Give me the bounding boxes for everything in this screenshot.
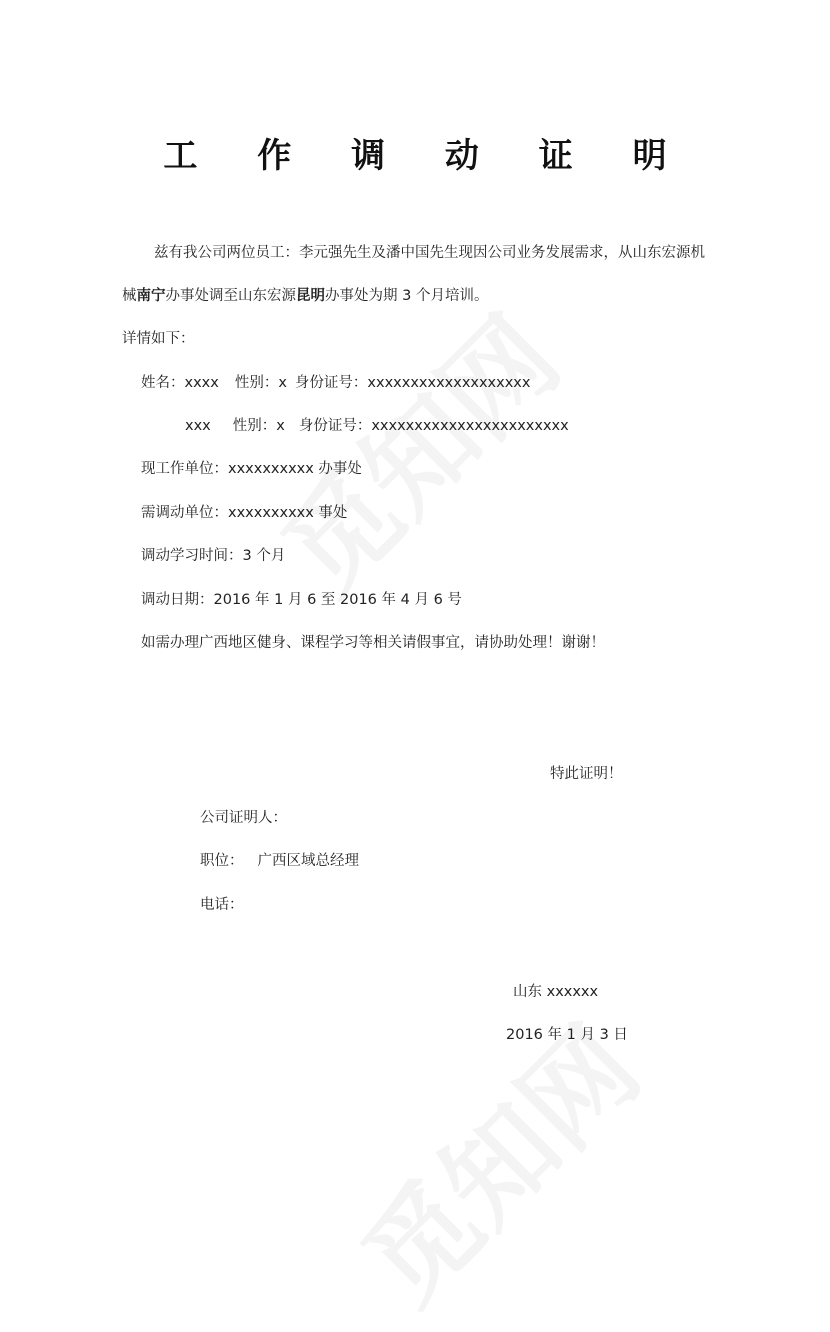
document-title: 工 作 调 动 证 明 [163,136,691,176]
person-2-gender: 性别：x [232,418,285,434]
person-2-id: 身份证号：xxxxxxxxxxxxxxxxxxxxxxx [298,418,569,434]
person-1-id: 身份证号：xxxxxxxxxxxxxxxxxxx [294,375,531,391]
company-name: 山东 xxxxxx [513,984,599,1000]
intro-line-2 [122,286,488,306]
person-1-row [141,373,530,393]
person-2-name: xxx [185,418,211,434]
issue-date: 2016 年 1 月 3 日 [506,1027,628,1043]
study-time: 调动学习时间：3 个月 [141,548,286,564]
person-2-row [185,416,569,436]
position-label: 职位： [200,853,244,869]
person-1-name: 姓名：xxxx [141,375,219,391]
watermark [242,276,587,621]
certifier-label: 公司证明人： [200,810,287,826]
certify-text: 特此证明！ [550,766,623,782]
position-row [200,851,359,871]
position-value: 广西区域总经理 [257,853,359,869]
intro-text-1: 械 [122,288,137,304]
origin-city: 南宁 [136,288,166,304]
intro-line-1: 兹有我公司两位员工：李元强先生及潘中国先生现因公司业务发展需求，从山东宏源机 [154,245,705,261]
intro-text-3: 办事处为期 3 个月培训。 [325,288,489,304]
phone-label: 电话： [200,897,244,913]
target-unit: 需调动单位：xxxxxxxxxx 事处 [141,505,348,521]
person-1-gender: 性别：x [234,375,287,391]
details-heading: 详情如下： [122,331,195,347]
current-unit: 现工作单位：xxxxxxxxxx 办事处 [141,461,362,477]
destination-city: 昆明 [296,288,325,304]
intro-text-2: 办事处调至山东宏源 [165,288,296,304]
request-text: 如需办理广西地区健身、课程学习等相关请假事宜，请协助处理！谢谢！ [141,635,605,651]
transfer-date: 调动日期：2016 年 1 月 6 至 2016 年 4 月 6 号 [141,592,462,608]
